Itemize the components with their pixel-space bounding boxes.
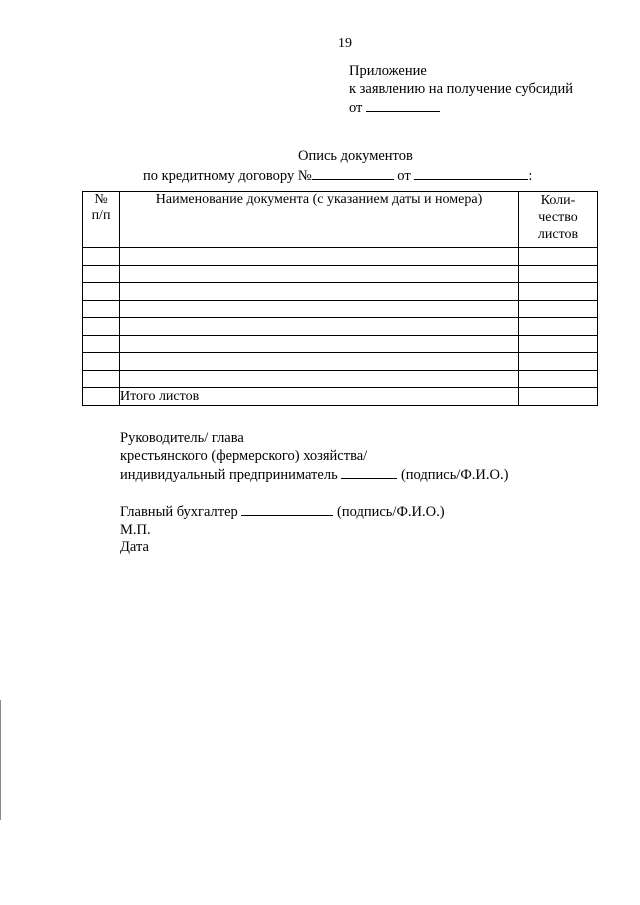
head-title-line2: крестьянского (фермерского) хозяйства/ (120, 447, 368, 464)
accountant-signature-hint: (подпись/Ф.И.О.) (337, 504, 445, 520)
header-number-abbr: п/п (91, 208, 111, 223)
accountant-title: Главный бухгалтер (120, 504, 238, 520)
table-row (83, 265, 598, 283)
contract-number-blank (312, 166, 394, 180)
signatures-block (120, 430, 508, 557)
row-number-cell[interactable] (83, 353, 120, 371)
spacer (120, 485, 508, 503)
header-count-line2: чество (538, 210, 578, 225)
total-label: Итого листов (120, 388, 519, 406)
total-number-cell (83, 388, 120, 406)
table-header-row (83, 192, 598, 248)
row-count-cell[interactable] (519, 265, 598, 283)
row-count-cell[interactable] (519, 335, 598, 353)
row-document-cell[interactable] (120, 335, 519, 353)
contract-date-blank (414, 166, 528, 180)
total-count-cell[interactable] (519, 388, 598, 406)
row-count-cell[interactable] (519, 353, 598, 371)
document-subtitle (143, 166, 532, 185)
appendix-subtitle: к заявлению на получение субсидий (349, 81, 574, 97)
table-row (83, 335, 598, 353)
row-count-cell[interactable] (519, 318, 598, 336)
head-signature-blank[interactable] (341, 465, 397, 479)
header-number-sign: № (94, 192, 108, 207)
header-count-line3: листов (537, 227, 579, 242)
row-document-cell[interactable] (120, 370, 519, 388)
appendix-title: Приложение (349, 63, 427, 79)
page-number: 19 (338, 36, 352, 51)
header-number (83, 192, 120, 248)
table-total-row (83, 388, 598, 406)
documents-table (82, 191, 598, 406)
document-title: Опись документов (298, 148, 413, 164)
row-count-cell[interactable] (519, 283, 598, 301)
row-count-cell[interactable] (519, 370, 598, 388)
appendix-header (349, 62, 573, 117)
head-signature-hint: (подпись/Ф.И.О.) (400, 467, 509, 483)
row-number-cell[interactable] (83, 283, 120, 301)
row-number-cell[interactable] (83, 370, 120, 388)
head-title-line1: Руководитель/ глава (120, 430, 244, 446)
row-document-cell[interactable] (120, 248, 519, 266)
table-row (83, 318, 598, 336)
row-number-cell[interactable] (83, 318, 120, 336)
stamp-placeholder: М.П. (120, 521, 151, 538)
row-number-cell[interactable] (83, 300, 120, 318)
row-count-cell[interactable] (519, 300, 598, 318)
head-title-line3: индивидуальный предприниматель (120, 467, 338, 483)
appendix-date-line (349, 98, 573, 117)
table-row (83, 370, 598, 388)
head-signature-line (120, 465, 508, 485)
row-number-cell[interactable] (83, 265, 120, 283)
contract-suffix: : (528, 168, 533, 184)
scan-edge-mark (0, 700, 1, 820)
date-label: Дата (120, 539, 149, 555)
row-document-cell[interactable] (120, 283, 519, 301)
contract-prefix: по кредитному договору № (143, 168, 312, 184)
table-row (83, 353, 598, 371)
appendix-date-prefix: от (349, 100, 363, 116)
table-row (83, 300, 598, 318)
row-document-cell[interactable] (120, 300, 519, 318)
row-document-cell[interactable] (120, 265, 519, 283)
table-row (83, 283, 598, 301)
accountant-signature-blank[interactable] (241, 502, 333, 516)
table-row (83, 248, 598, 266)
row-number-cell[interactable] (83, 335, 120, 353)
row-document-cell[interactable] (120, 353, 519, 371)
row-number-cell[interactable] (83, 248, 120, 266)
header-sheet-count (519, 192, 598, 248)
header-document-name: Наименование документа (с указанием даты и номера) (120, 192, 519, 248)
contract-date-prefix: от (397, 168, 411, 184)
row-document-cell[interactable] (120, 318, 519, 336)
appendix-date-blank (366, 98, 440, 112)
header-count-line1: Коли- (540, 193, 576, 208)
accountant-signature-line (120, 502, 508, 522)
row-count-cell[interactable] (519, 248, 598, 266)
